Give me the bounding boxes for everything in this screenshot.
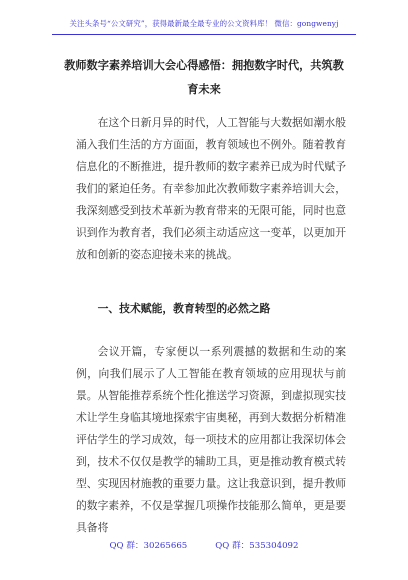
- section-heading: 一、技术赋能，教育转型的必然之路: [97, 302, 271, 315]
- body-paragraph: 会议开篇，专家便以一系列震撼的数据和生动的案例，向我们展示了人工智能在教育领域的应用现状与前景。从智能推荐系统个性化推送学习资源，到虚拟现实技术让学生身临其境地探索宇宙奥秘，再到大数据分析精准评估学生的学习成效，每一项技术的应用都让我深切体会到，技术不仅仅是教学的辅助工具，更是推动教育模式转型、实现因材施教的重要力量。这让我意识到，提升教师的数字素养，不仅是掌握几项操作技能那么简单，更是要具备将: [76, 345, 346, 534]
- header-divider: [52, 34, 356, 35]
- page-header-notice: 关注头条号“公文研究”，获得最新最全最专业的公文资料库！ 微信：gongwenyj: [69, 19, 339, 28]
- document-title: 教师数字素养培训大会心得感悟：拥抱数字时代，共筑教育未来: [64, 58, 344, 96]
- footer-qq-group-2: QQ 群：535304092: [215, 541, 299, 551]
- intro-paragraph: 在这个日新月异的时代，人工智能与大数据如潮水般涌入我们生活的方方面面，教育领域也不例外。随着教育信息化的不断推进，提升教师的数字素养已成为时代赋予我们的紧迫任务。有幸参加此次教师数字素养培训大会，我深刻感受到技术革新为教育带来的无限可能，同时也意识到作为教育者，我们必须主动适应这一变革，以更加开放和创新的姿态迎接未来的挑战。: [76, 116, 346, 261]
- page-footer: [0, 539, 408, 551]
- footer-qq-group-1: QQ 群：30265665: [109, 541, 188, 551]
